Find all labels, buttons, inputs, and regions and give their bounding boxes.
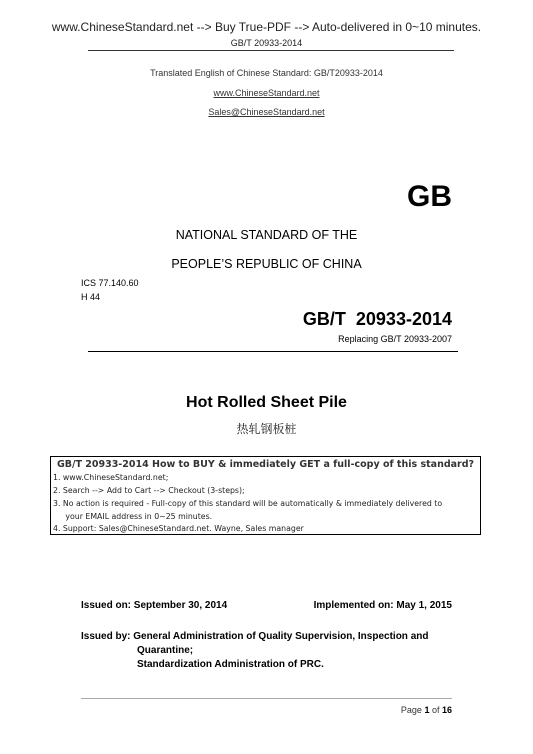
purchase-heading: GB/T 20933-2014 How to BUY & immediately GET a full-copy of this standard? (56, 459, 475, 470)
category-code: H 44 (81, 292, 101, 302)
standard-code: GB/T 20933-2014 (302, 309, 452, 329)
footer-divider (81, 698, 452, 699)
header-standard-code: GB/T 20933-2014 (230, 38, 303, 48)
translation-note: Translated English of Chinese Standard: GB/T20933-2014 (150, 68, 383, 78)
purchase-step: 3. No action is required - Full-copy of this standard will be automatically & immediately delivered to (53, 499, 443, 508)
page-current: 1 (424, 705, 430, 715)
issued-on-date: Issued on: September 30, 2014 (81, 600, 228, 611)
purchase-step: 1. www.ChineseStandard.net; (53, 473, 169, 482)
ics-code: ICS 77.140.60 (81, 278, 139, 288)
gb-logo: GB (407, 180, 452, 213)
purchase-info-box (50, 456, 481, 535)
issuer-line1: Issued by: General Administration of Quality Supervision, Inspection and (81, 631, 429, 642)
cover-divider (88, 351, 458, 352)
purchase-step: 2. Search --> Add to Cart --> Checkout (3-steps); (53, 486, 245, 495)
national-standard-line2: PEOPLE’S REPUBLIC OF CHINA (171, 257, 362, 271)
issuer-line3: Standardization Administration of PRC. (137, 659, 324, 670)
website-link[interactable]: www.ChineseStandard.net (213, 88, 320, 98)
page-sep: of (429, 705, 442, 715)
page-prefix: Page (400, 705, 425, 715)
purchase-step: your EMAIL address in 0~25 minutes. (53, 512, 213, 521)
replacing-note: Replacing GB/T 20933-2007 (338, 334, 452, 344)
page-number (401, 705, 452, 715)
top-banner: www.ChineseStandard.net --> Buy True-PDF --> Auto-delivered in 0~10 minutes. (51, 20, 482, 34)
issuer-line2: Quarantine; (137, 645, 194, 656)
purchase-step: 4. Support: Sales@ChineseStandard.net. Wayne, Sales manager (53, 524, 304, 533)
implemented-on-date: Implemented on: May 1, 2015 (313, 600, 452, 611)
national-standard-line1: NATIONAL STANDARD OF THE (175, 228, 358, 242)
page-total: 16 (441, 705, 452, 715)
header-divider (88, 50, 454, 51)
document-title-chinese: 热轧钢板桩 (236, 422, 297, 436)
document-title: Hot Rolled Sheet Pile (186, 394, 347, 411)
email-link[interactable]: Sales@ChineseStandard.net (208, 107, 325, 117)
